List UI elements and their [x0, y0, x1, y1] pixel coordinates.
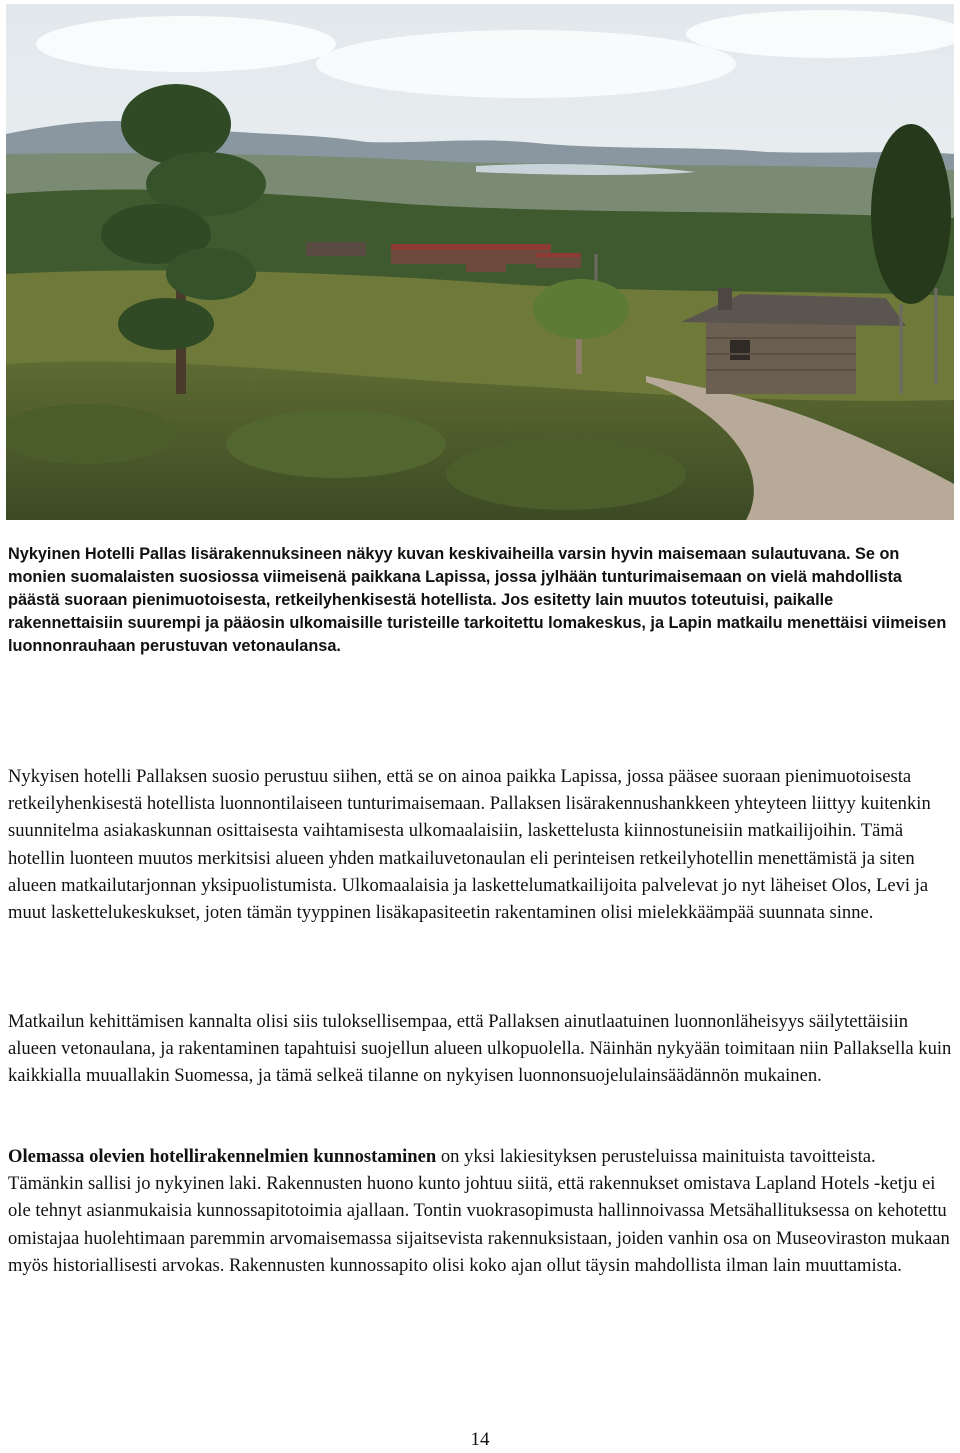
body-paragraph-3	[8, 1143, 952, 1279]
paragraph-3-bold-lead: Olemassa olevien hotellirakennelmien kunnostaminen	[8, 1146, 437, 1167]
landscape-photo-illustration	[6, 4, 954, 520]
page-number: 14	[470, 1429, 490, 1450]
figure-caption-part1: Nykyinen Hotelli Pallas lisärakennuksineen näkyy kuvan keskivaiheilla varsin hyvin maisemaan sulautuvana. Se on monien suomalaisten suosiossa viimeisenä paikkana Lapissa, jossa jylhään tunturimaisemaan on vielä mahdollista päästä suoraan pienimuotoisesta, retkeilyhenkisestä hotellista.	[8, 545, 902, 609]
body-paragraph-1: Nykyisen hotelli Pallaksen suosio perustuu siihen, että se on ainoa paikka Lapissa, jossa pääsee suoraan pienimuotoisesta retkeilyhenkisestä hotellista luonnontilaiseen tunturimaisemaan. Pallaksen lisärakennushankkeen yhteyteen liittyy kuitenkin suunnitelma asiakaskunnan osittaisesta vaihtamisesta ulkomaalaisiin, laskettelusta kiinnostuneisiin matkailijoihin. Tämä hotellin luonteen muutos merkitsisi alueen yhden matkailuvetonaulan eli perinteisen retkeilyhotellin menettämistä ja siten alueen matkailutarjonnan yksipuolistumista. Ulkomaalaisia ja laskettelumatkailijoita palvelevat jo nyt läheiset Olos, Levi ja muut laskettelukeskukset, joten tämän tyyppinen lisäkapasiteetin rakentaminen olisi mielekkäämpää suunnata sinne.	[8, 766, 931, 924]
body-paragraph-2: Matkailun kehittämisen kannalta olisi siis tuloksellisempaa, että Pallaksen ainutlaatuinen luonnonläheisyys säilytettäisiin alueen vetonaulana, ja rakentaminen tapahtuisi suojellun alueen ulkopuolella. Näinhän nykyään toimitaan niin Pallaksella kuin kaikkialla muuallakin Suomessa, ja tämä selkeä tilanne on nykyisen luonnonsuojelulainsäädännön mukainen.	[8, 1011, 952, 1087]
figure-caption	[8, 543, 952, 658]
paragraph-3-text: on yksi lakiesityksen perusteluissa mainituista tavoitteista. Tämänkin sallisi jo nykyinen laki. Rakennusten huono kunto johtuu siitä, että rakennukset omistava Lapland Hotels -ketju ei ole tehnyt asianmukaisia kunnossapitotoimia ajallaan. Tontin vuokrasopimusta hallinnoivassa Metsähallituksessa on kehotettu omistajaa huolehtimaan paremmin arvomaisemassa sijaitsevista rakennuksistaan, joiden vanhin osa on Museoviraston mukaan myös historiallisesti arvokas. Rakennusten kunnossapito olisi koko ajan ollut täysin mahdollista ilman lain muuttamista.	[8, 1146, 950, 1276]
landscape-photo	[6, 4, 954, 520]
figure-caption-part2: Jos esitetty lain muutos toteutuisi, paikalle rakennettaisiin suurempi ja pääosin ulkomaisille turisteille tarkoitettu lomakeskus, ja Lapin matkailu menettäisi viimeisen luonnonrauhaan perustuvan vetonaulansa.	[8, 590, 947, 655]
